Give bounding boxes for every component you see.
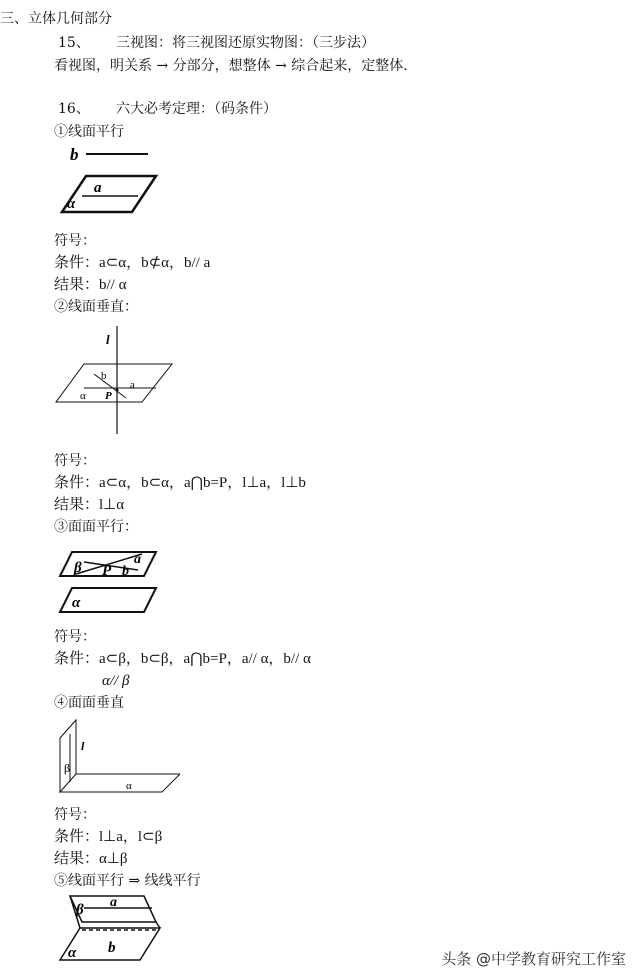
label-l: l <box>81 739 85 753</box>
label-a: a <box>130 379 135 391</box>
theorem-3-title: ③面面平行： <box>54 519 138 535</box>
theorem-2-symbol: 符号： <box>54 453 96 469</box>
theorem-1-result: 结果：b// α <box>54 277 127 293</box>
label-alpha: α <box>80 390 86 402</box>
theorem-1-conditions: 条件：a⊂α，b⊄α，b// a <box>54 255 211 271</box>
item-16-title: 六大必考定理：（码条件） <box>116 101 277 117</box>
theorem-5-title: ⑤线面平行 ⇒ 线线平行 <box>54 873 201 889</box>
line-plane-to-line-line-parallel-diagram <box>60 894 170 970</box>
item-15-method: 看视图，明关系 → 分部分，想整体 → 综合起来，定整体. <box>54 58 408 74</box>
label-alpha: α <box>67 196 76 212</box>
item-16-number: 16、 <box>58 101 90 117</box>
label-b: b <box>108 940 116 956</box>
theorem-2-result: 结果：l⊥α <box>54 497 125 513</box>
theorem-3-symbol: 符号： <box>54 629 96 645</box>
label-a: a <box>110 895 117 910</box>
label-a: a <box>94 180 102 196</box>
label-alpha: α <box>126 780 132 792</box>
label-b: b <box>70 145 79 164</box>
line-plane-parallel-diagram <box>60 140 170 215</box>
label-P: P <box>102 563 112 579</box>
item-15-title: 三视图：将三视图还原实物图：（三步法） <box>116 35 375 51</box>
theorem-3-conditions: 条件：a⊂β，b⊂β，a⋂b=P，a// α，b// α <box>54 651 311 667</box>
plane-plane-perpendicular-diagram <box>56 716 186 796</box>
watermark <box>441 948 626 969</box>
label-beta: β <box>74 560 82 576</box>
theorem-3-result: α// β <box>102 673 130 689</box>
theorem-2-title: ②线面垂直： <box>54 299 138 315</box>
theorem-1-symbol: 符号： <box>54 233 96 249</box>
theorem-4-result: 结果：α⊥β <box>54 851 128 867</box>
line-plane-perpendicular-diagram <box>56 322 186 442</box>
label-beta: β <box>64 761 71 775</box>
label-alpha: α <box>68 945 77 961</box>
label-l: l <box>106 332 110 347</box>
theorem-4-symbol: 符号： <box>54 807 96 823</box>
theorem-4-conditions: 条件：l⊥a，l⊂β <box>54 829 163 845</box>
plane-plane-parallel-diagram <box>58 548 168 618</box>
watermark-text: 头条 @中学教育研究工作室 <box>441 950 626 968</box>
label-b: b <box>122 564 129 579</box>
section-title: 三、立体几何部分 <box>0 11 112 27</box>
theorem-4-title: ④面面垂直 <box>54 695 124 711</box>
theorem-1-title: ①线面平行 <box>54 124 124 140</box>
item-15-number: 15、 <box>58 35 90 51</box>
label-a: a <box>134 552 141 567</box>
label-P: P <box>105 390 112 402</box>
label-alpha: α <box>72 595 81 611</box>
label-b: b <box>101 370 107 382</box>
theorem-2-conditions: 条件：a⊂α，b⊂α，a⋂b=P，l⊥a，l⊥b <box>54 475 306 491</box>
label-beta: β <box>76 902 84 918</box>
